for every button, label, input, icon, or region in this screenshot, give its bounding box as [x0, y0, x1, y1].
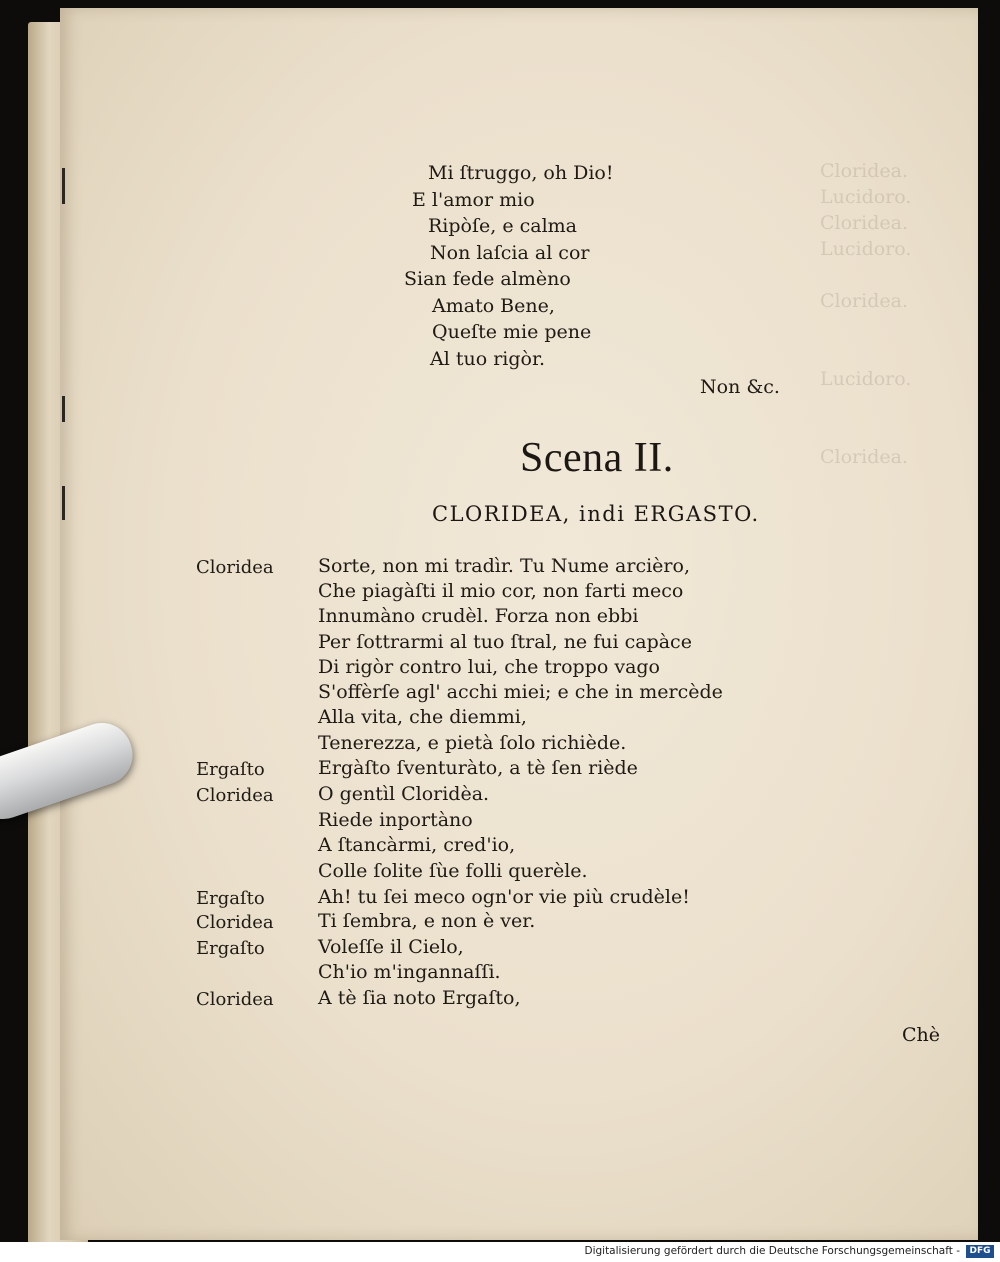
dialogue-line: O gentìl Cloridèa.	[318, 783, 490, 805]
poem-line: Non laſcia al cor	[430, 241, 590, 264]
dialogue-line: Tenerezza, e pietà ſolo richiède.	[318, 732, 627, 754]
dialogue-line: Ah! tu ſei meco ogn'or vie più crudèle!	[318, 886, 690, 908]
dfg-logo: DFG	[966, 1245, 994, 1258]
scene-title: Scena II.	[520, 435, 674, 481]
poem-line: Mi ſtruggo, oh Dio!	[428, 162, 614, 184]
catchword: Chè	[902, 1024, 941, 1046]
speaker-name: Cloridea	[196, 989, 274, 1010]
dialogue-line: A tè ſia noto Ergaſto,	[318, 987, 521, 1009]
aria-poem	[340, 160, 740, 372]
poem-line: E l'amor mio	[412, 188, 535, 211]
speaker-name: Cloridea	[196, 912, 274, 933]
speaker-name: Cloridea	[196, 785, 274, 806]
poem-line: Queſte mie pene	[432, 321, 592, 343]
footer-bar	[0, 1242, 1000, 1262]
poem-line: Al tuo rigòr.	[430, 347, 545, 370]
dialogue-line: A ſtancàrmi, cred'io,	[318, 834, 516, 856]
gutter-mark	[62, 168, 65, 204]
speaker-name: Ergaſto	[196, 938, 265, 959]
footer-credit: Digitalisierung gefördert durch die Deutsche Forschungsgemeinschaft -	[584, 1245, 960, 1257]
dialogue-line: Ergàſto ſventuràto, a tè ſen riède	[318, 757, 638, 779]
poem-line: Ripòſe, e calma	[428, 215, 578, 237]
scene-characters: CLORIDEA, indi ERGASTO.	[432, 502, 760, 526]
dialogue-line: Sorte, non mi tradìr. Tu Nume arcièro,	[318, 555, 690, 577]
dialogue-line: S'offèrſe agl' acchi miei; e che in mercède	[318, 681, 723, 703]
bleed-through-right: Cloridea. Lucidoro. Cloridea. Lucidoro. Cloridea. Lucidoro. Cloridea.	[820, 160, 912, 468]
gutter-mark	[62, 486, 65, 520]
speaker-name: Ergaſto	[196, 888, 265, 909]
poem-line: Amato Bene,	[432, 294, 555, 317]
dialogue-line: Per ſottrarmi al tuo ſtral, ne fui capàce	[318, 631, 692, 653]
aria-closing: Non &c.	[700, 376, 780, 398]
speaker-name: Ergaſto	[196, 759, 265, 780]
gutter-mark	[62, 396, 65, 422]
dialogue-line: Innumàno crudèl. Forza non ebbi	[318, 605, 639, 627]
dialogue-line: Voleſſe il Cielo,	[318, 936, 464, 958]
dialogue-line: Di rigòr contro lui, che troppo vago	[318, 656, 660, 678]
dialogue-line: Colle ſolite ſùe folli querèle.	[318, 860, 588, 882]
dialogue-line: Che piagàſti il mio cor, non farti meco	[318, 580, 684, 602]
dialogue-line: Ti ſembra, e non è ver.	[318, 910, 536, 932]
dialogue-line: Riede inportàno	[318, 809, 473, 831]
dialogue-line: Ch'io m'ingannaſſi.	[318, 961, 501, 983]
dialogue-line: Alla vita, che diemmi,	[318, 706, 527, 728]
speaker-name: Cloridea	[196, 557, 274, 578]
poem-line: Sian fede almèno	[404, 268, 571, 290]
